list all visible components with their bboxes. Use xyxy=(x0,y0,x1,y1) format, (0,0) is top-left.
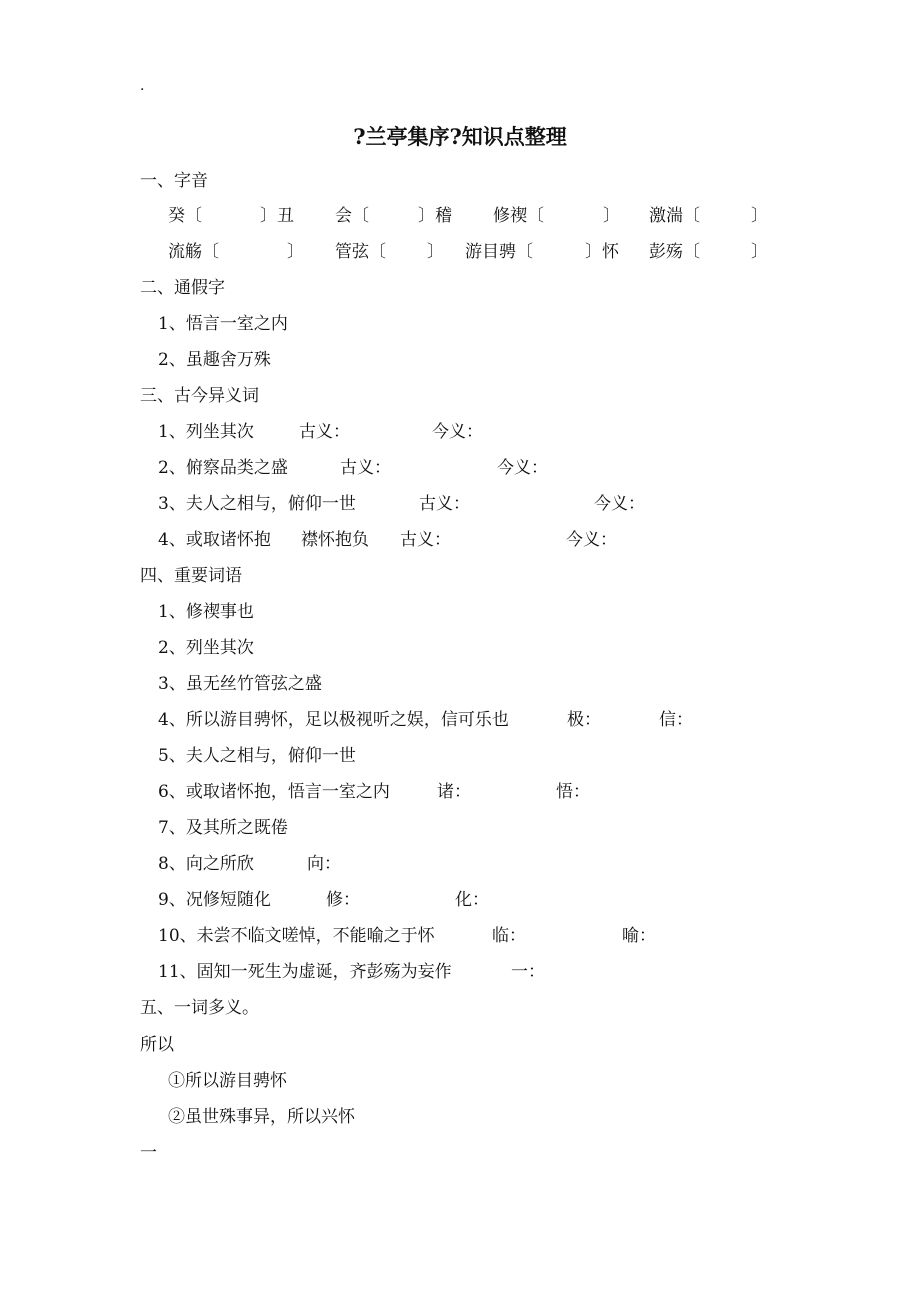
pronunciation-item: 〕 xyxy=(603,206,620,226)
list-item: 3、虽无丝竹管弦之盛 xyxy=(158,674,322,694)
pronunciation-item: 游目骋〔 xyxy=(465,242,533,262)
list-item: 2、虽趣舍万殊 xyxy=(158,350,271,370)
ancient-meaning-label: 古义： xyxy=(419,494,470,514)
word-label: 诸： xyxy=(437,782,471,802)
word-label: 悟： xyxy=(556,782,590,802)
section-heading-tongjia: 二、通假字 xyxy=(140,278,225,298)
pronunciation-item: 〕怀 xyxy=(585,242,619,262)
section-heading-pronunciation: 一、字音 xyxy=(140,171,208,191)
word-label: 喻： xyxy=(622,926,656,946)
word-label: 信： xyxy=(659,710,693,730)
polysemy-word: 所以 xyxy=(140,1035,174,1055)
list-item: 3、夫人之相与，俯仰一世 xyxy=(158,494,356,514)
pronunciation-item: 管弦〔 xyxy=(335,242,386,262)
section-heading-key-words: 四、重要词语 xyxy=(140,566,242,586)
word-label: 一： xyxy=(511,962,545,982)
word-label: 临： xyxy=(492,926,526,946)
pronunciation-item: 〕丑 xyxy=(260,206,294,226)
list-item: 5、夫人之相与，俯仰一世 xyxy=(158,746,356,766)
modern-meaning-label: 今义： xyxy=(566,530,617,550)
word-label: 极： xyxy=(567,710,601,730)
list-item: 11、固知一死生为虚诞，齐彭殇为妄作 xyxy=(158,962,452,982)
list-item: 2、俯察品类之盛 xyxy=(158,458,288,478)
word-label: 化： xyxy=(455,890,489,910)
modern-meaning-label: 今义： xyxy=(497,458,548,478)
pronunciation-item: 会〔 xyxy=(335,206,369,226)
modern-meaning-label: 今义： xyxy=(594,494,645,514)
ancient-meaning-label: 古义： xyxy=(340,458,391,478)
list-item: 4、所以游目骋怀，足以极视听之娱，信可乐也 xyxy=(158,710,509,730)
modern-meaning-label: 今义： xyxy=(432,422,483,442)
ancient-meaning-label: 古义： xyxy=(299,422,350,442)
list-item: 2、列坐其次 xyxy=(158,638,254,658)
polysemy-word: 一 xyxy=(140,1143,157,1163)
list-item: 1、悟言一室之内 xyxy=(158,314,288,334)
word-label: 修： xyxy=(326,890,360,910)
pronunciation-item: 癸〔 xyxy=(168,206,202,226)
pronunciation-item: 流觞〔 xyxy=(168,242,219,262)
list-item-extra: 襟怀抱负 xyxy=(301,530,369,550)
ancient-meaning-label: 古义： xyxy=(400,530,451,550)
page-marker: . xyxy=(140,78,145,94)
list-item: 1、修禊事也 xyxy=(158,602,254,622)
list-item: 10、未尝不临文嗟悼，不能喻之于怀 xyxy=(158,926,435,946)
section-heading-gujin: 三、古今异义词 xyxy=(140,386,259,406)
pronunciation-item: 〕 xyxy=(751,206,768,226)
pronunciation-item: 〕 xyxy=(287,242,304,262)
list-item: ②虽世殊事异，所以兴怀 xyxy=(168,1107,355,1127)
list-item: 8、向之所欣 xyxy=(158,854,254,874)
list-item: ①所以游目骋怀 xyxy=(168,1071,287,1091)
pronunciation-item: 〕 xyxy=(751,242,768,262)
list-item: 4、或取诸怀抱 xyxy=(158,530,271,550)
list-item: 9、况修短随化 xyxy=(158,890,271,910)
section-heading-polysemy: 五、一词多义。 xyxy=(140,998,259,1018)
pronunciation-item: 激湍〔 xyxy=(649,206,700,226)
list-item: 6、或取诸怀抱，悟言一室之内 xyxy=(158,782,390,802)
pronunciation-item: 〕稽 xyxy=(418,206,452,226)
pronunciation-item: 〕 xyxy=(427,242,444,262)
pronunciation-item: 彭殇〔 xyxy=(649,242,700,262)
pronunciation-item: 修禊〔 xyxy=(493,206,544,226)
page-title: ?兰亭集序?知识点整理 xyxy=(353,124,567,149)
list-item: 1、列坐其次 xyxy=(158,422,254,442)
list-item: 7、及其所之既倦 xyxy=(158,818,288,838)
word-label: 向： xyxy=(307,854,341,874)
